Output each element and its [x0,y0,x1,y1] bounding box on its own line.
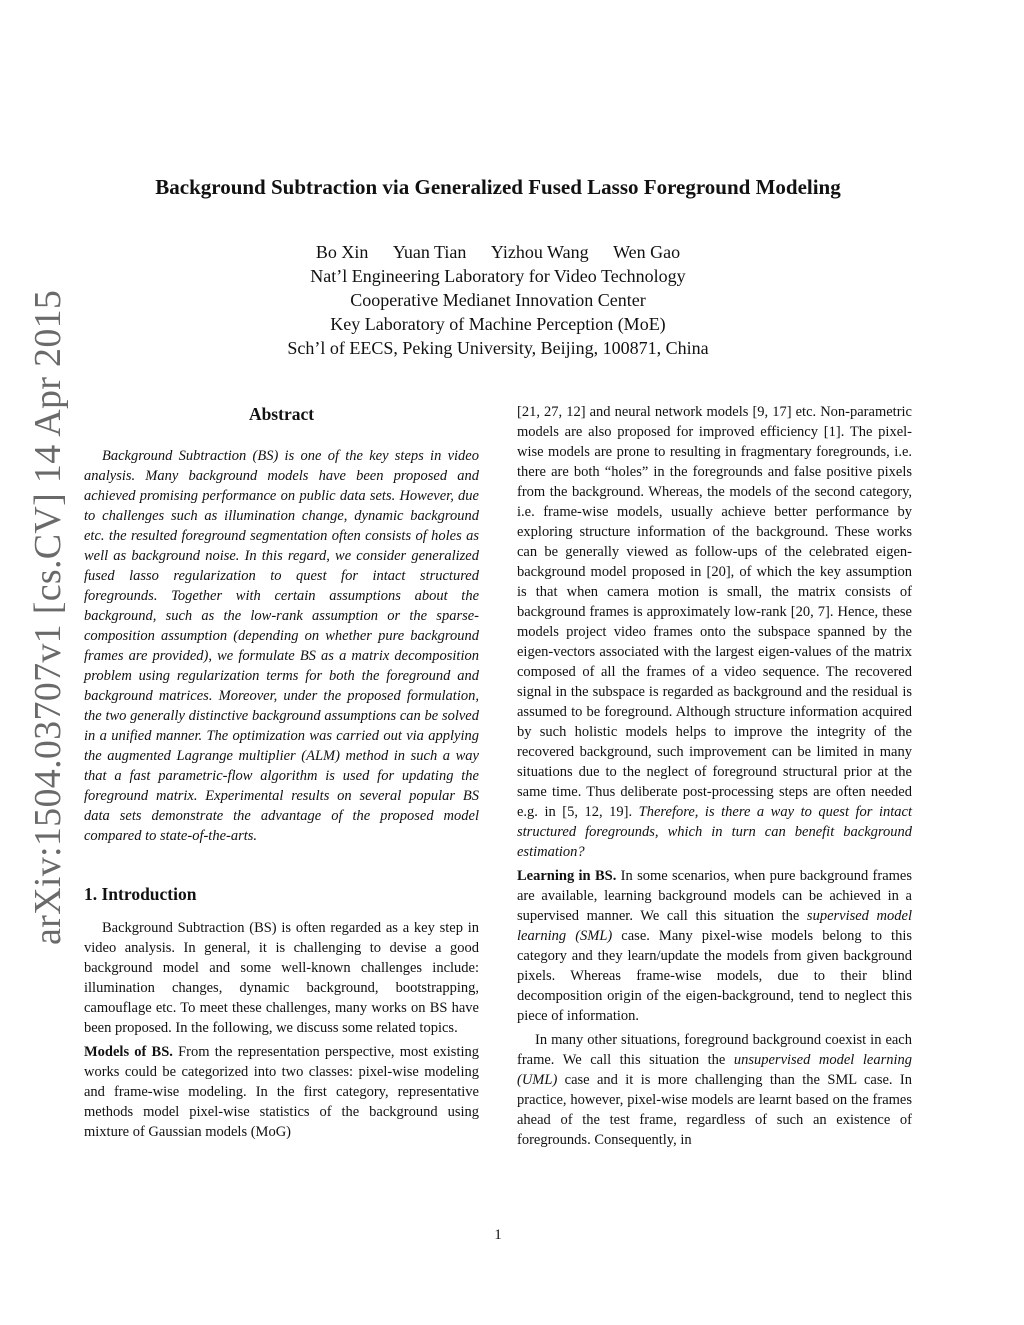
citation: [21, 27, 12] [517,404,586,420]
body-text: In some scenarios, when pure background frames are available, learning background models can be achieved in a supervised manner. We call this situation the [517,868,913,924]
citation: [9, 17] [752,404,792,420]
citation: [5, 12, 19] [562,804,629,820]
body-text: case. Many pixel-wise models belong to this category and they learn/update the models from given background pixels. Whereas frame-wise models, due to their blind decomposition origin of the eigen-background, tend to neglect this piece of information. [517,928,913,1024]
run-in-heading-models: Models of BS. [84,1044,173,1060]
run-in-heading-learning: Learning in BS. [517,868,617,884]
uml-paragraph [517,1030,912,1150]
learning-paragraph [517,866,912,1026]
affiliation-line: Cooperative Medianet Innovation Center [350,290,646,310]
models-paragraph [84,1042,479,1142]
body-text: In many other situations, foreground background coexist in each frame. We call this situation the [517,1032,912,1068]
author-name: Yizhou Wang [490,242,589,262]
right-column [517,402,912,1150]
citation: [20, 7] [790,604,830,620]
section-heading-introduction: 1. Introduction [84,884,197,904]
related-work-paragraph [517,402,912,862]
citation: [1] [823,424,841,440]
body-text: , of which the key assumption is that when camera motion is small, the matrix consists of background frames is approximately low-rank [517,564,912,620]
author-block [0,240,996,360]
abstract-body: Background Subtraction (BS) is one of the key steps in video analysis. Many background models have been proposed and achieved promising performance on public data sets. However, due to challenges such as illumination change, dynamic background etc. the resulted foreground segmentation often consists of holes as well as background noise. In this regard, we consider generalized fused lasso regularization to quest for intact structured foregrounds. Together with certain assumptions about the background, such as the low-rank assumption or the sparse-composition assumption (depending on whether pure background frames are provided), we formulate BS as a matrix decomposition problem using regularization terms for both the foreground and background matrices. Moreover, under the proposed formulation, the two generally distinctive background assumptions can be solved in a unified manner. The optimization was carried out via applying the augmented Lagrange multiplier (ALM) method in such a way that a fast parametric-flow algorithm is used for updating the foreground matrix. Experimental results on several popular BS data sets demonstrate the advantage of the proposed model compared to state-of-the-arts. [84,448,479,844]
author-name: Bo Xin [315,242,369,262]
left-column [84,402,479,1142]
models-text: From the representation perspective, most existing works could be categorized into two classes: pixel-wise modeling and frame-wise modeling. In the first category, representative methods model pixel-wise statistics of the background using mixture of Gaussian models (MoG) [84,1044,480,1140]
paper-title: Background Subtraction via Generalized Fused Lasso Foreground Modeling [155,175,841,199]
abstract-heading: Abstract [248,404,315,424]
citation: [20] [706,564,731,580]
affiliation-line: Key Laboratory of Machine Perception (MoE) [330,314,666,334]
body-text: . Hence, these models project video frames onto the subspace spanned by the eigen-vectors associated with the largest eigen-values of the matrix composed of all the frames of a video sequence. The recovered signal in the subspace is regarded as background and the residual is assumed to be foreground. Although structure information acquired by such holistic models helps to improve the integrity of the recovered background, such improvement can be limited in many situations due to the neglect of foreground structural prior at the same time. Thus deliberate post-processing steps are often needed e.g. in [517,604,912,820]
author-names [0,240,996,264]
body-text: . The pixel-wise models are prone to resulting in fragmentary foregrounds, i.e. there are both “holes” in the foregrounds and false positive pixels from the background. Whereas, the models of the second category, i.e. frame-wise models, usually achieve better performance by exploring structure information of the background. These works can be generally viewed as follow-ups of the celebrated eigen-background model proposed in [517,424,913,580]
term-uml: unsupervised model learning (UML) [517,1052,912,1088]
author-name: Yuan Tian [392,242,467,262]
body-text: case and it is more challenging than the SML case. In practice, however, pixel-wise models are learnt based on the frames ahead of the test frame, regardless of such an existence of foregrounds. Consequently, in [517,1072,912,1148]
research-question: Therefore, is there a way to quest for intact structured foregrounds, which in turn can benefit background estimation? [517,804,912,860]
affiliation-line: Sch’l of EECS, Peking University, Beijing, 100871, China [287,338,709,358]
body-text: etc. Non-parametric models are also proposed for improved efficiency [517,404,912,440]
body-text: . [628,804,633,820]
affiliation-line: Nat’l Engineering Laboratory for Video Technology [310,266,686,286]
body-text: and neural network models [585,404,753,420]
page-number: 1 [494,1227,502,1243]
term-sml: supervised model learning (SML) [517,908,912,944]
intro-paragraph: Background Subtraction (BS) is often regarded as a key step in video analysis. In general, it is challenging to devise a good background model and some well-known challenges include: illumination changes, dynamic background, bootstrapping, camouflage etc. To meet these challenges, many works on BS have been proposed. In the following, we discuss some related topics. [84,920,479,1036]
author-name: Wen Gao [613,242,681,262]
arxiv-identifier-stamp: arXiv:1504.03707v1 [cs.CV] 14 Apr 2015 [27,289,69,945]
